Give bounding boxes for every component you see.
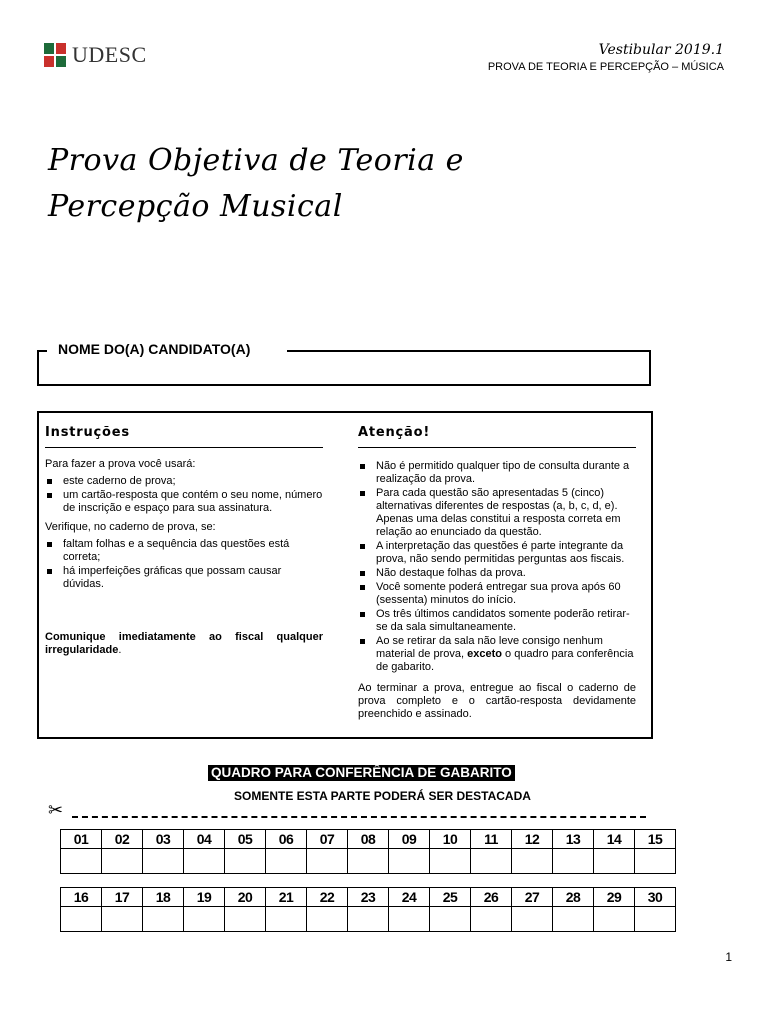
question-number: 08 — [348, 830, 389, 849]
answer-cell[interactable] — [102, 907, 143, 932]
instructions-list-1 — [45, 475, 323, 515]
list-item: Você somente poderá entregar sua prova após 60 (sessenta) minutos do início. — [358, 581, 636, 607]
answer-cell[interactable] — [635, 849, 676, 874]
list-item: um cartão-resposta que contém o seu nome, número de inscrição e espaço para sua assinatura. — [45, 489, 323, 515]
question-number: 26 — [471, 888, 512, 907]
answer-cell[interactable] — [307, 907, 348, 932]
answer-cell[interactable] — [225, 907, 266, 932]
attention-heading: Atenção! — [358, 426, 636, 448]
attention-list — [358, 460, 636, 674]
question-number: 15 — [635, 830, 676, 849]
list-item: Ao se retirar da sala não leve consigo nenhum material de prova, exceto o quadro para conferência de gabarito. — [358, 635, 636, 674]
answer-cell[interactable] — [594, 849, 635, 874]
page-title — [48, 138, 668, 230]
question-number: 29 — [594, 888, 635, 907]
question-number: 14 — [594, 830, 635, 849]
instructions-intro: Para fazer a prova você usará: — [45, 458, 196, 470]
question-number: 03 — [143, 830, 184, 849]
answer-cell[interactable] — [389, 907, 430, 932]
answer-cell[interactable] — [225, 849, 266, 874]
answer-cell[interactable] — [430, 849, 471, 874]
scissors-icon: ✂ — [48, 800, 64, 821]
list-item: há imperfeições gráficas que possam causar dúvidas. — [45, 565, 323, 591]
list-item: Para cada questão são apresentadas 5 (cinco) alternativas diferentes de respostas (a, b, c, d, e). Apenas uma delas constitui a resposta correta em relação ao enunciado da questão. — [358, 487, 636, 539]
question-number: 05 — [225, 830, 266, 849]
answer-cell[interactable] — [184, 907, 225, 932]
page-number: 1 — [725, 950, 732, 964]
question-number: 30 — [635, 888, 676, 907]
quadro-title: QUADRO PARA CONFERÊNCIA DE GABARITO — [208, 765, 515, 781]
answer-cell[interactable] — [143, 849, 184, 874]
question-number: 20 — [225, 888, 266, 907]
header-right — [488, 42, 724, 73]
question-number: 22 — [307, 888, 348, 907]
question-number: 13 — [553, 830, 594, 849]
list-item: este caderno de prova; — [45, 475, 323, 488]
answer-cell[interactable] — [266, 849, 307, 874]
question-number: 12 — [512, 830, 553, 849]
question-number: 17 — [102, 888, 143, 907]
question-number: 24 — [389, 888, 430, 907]
list-item: Os três últimos candidatos somente poderão retirar-se da sala simultaneamente. — [358, 608, 636, 634]
answer-row — [61, 907, 676, 932]
answer-cell[interactable] — [61, 907, 102, 932]
answer-cell[interactable] — [184, 849, 225, 874]
answer-cell[interactable] — [471, 849, 512, 874]
question-number-row — [61, 830, 676, 849]
udesc-logo-icon — [44, 43, 66, 67]
list-item: Não é permitido qualquer tipo de consulta durante a realização da prova. — [358, 460, 636, 486]
instructions-heading: Instruções — [45, 426, 323, 448]
answer-cell[interactable] — [512, 907, 553, 932]
question-number: 09 — [389, 830, 430, 849]
page-title-line2: Percepção Musical — [48, 189, 343, 224]
list-item: faltam folhas e a sequência das questões está correta; — [45, 538, 323, 564]
answer-grid-1 — [60, 829, 676, 874]
question-number: 01 — [61, 830, 102, 849]
list-item: Não destaque folhas da prova. — [358, 567, 636, 580]
answer-cell[interactable] — [553, 907, 594, 932]
question-number: 04 — [184, 830, 225, 849]
instructions-column — [45, 426, 323, 657]
question-number: 07 — [307, 830, 348, 849]
answer-cell[interactable] — [102, 849, 143, 874]
exam-title: Vestibular 2019.1 — [598, 42, 724, 58]
answer-cell[interactable] — [61, 849, 102, 874]
udesc-logo — [44, 42, 147, 68]
instructions-list-2 — [45, 538, 323, 591]
question-number: 18 — [143, 888, 184, 907]
page-title-line1: Prova Objetiva de Teoria e — [48, 143, 464, 178]
answer-cell[interactable] — [430, 907, 471, 932]
question-number: 27 — [512, 888, 553, 907]
question-number: 28 — [553, 888, 594, 907]
answer-cell[interactable] — [389, 849, 430, 874]
answer-cell[interactable] — [594, 907, 635, 932]
instructions-verify: Verifique, no caderno de prova, se: — [45, 521, 216, 533]
answer-cell[interactable] — [635, 907, 676, 932]
answer-cell[interactable] — [143, 907, 184, 932]
answer-cell[interactable] — [553, 849, 594, 874]
question-number: 23 — [348, 888, 389, 907]
answer-cell[interactable] — [348, 849, 389, 874]
question-number: 02 — [102, 830, 143, 849]
question-number-row — [61, 888, 676, 907]
attention-column — [358, 426, 636, 721]
answer-cell[interactable] — [266, 907, 307, 932]
communique-text: Comunique imediatamente ao fiscal qualquer irregularidade. — [45, 631, 323, 656]
answer-cell[interactable] — [512, 849, 553, 874]
exam-subtitle: PROVA DE TEORIA E PERCEPÇÃO – MÚSICA — [487, 61, 724, 73]
candidate-name-label: NOME DO(A) CANDIDATO(A) — [58, 341, 251, 357]
list-item: A interpretação das questões é parte integrante da prova, não sendo permitidas perguntas aos fiscais. — [358, 540, 636, 566]
question-number: 25 — [430, 888, 471, 907]
question-number: 19 — [184, 888, 225, 907]
attention-final-text: Ao terminar a prova, entregue ao fiscal o caderno de prova completo e o cartão-resposta devidamente preenchido e assinado. — [358, 682, 636, 720]
question-number: 06 — [266, 830, 307, 849]
answer-cell[interactable] — [307, 849, 348, 874]
quadro-subtitle: SOMENTE ESTA PARTE PODERÁ SER DESTACADA — [234, 789, 531, 803]
answer-row — [61, 849, 676, 874]
logo-text: UDESC — [72, 42, 147, 67]
answer-cell[interactable] — [471, 907, 512, 932]
answer-grid-2 — [60, 887, 676, 932]
question-number: 16 — [61, 888, 102, 907]
question-number: 11 — [471, 830, 512, 849]
cut-line — [72, 816, 646, 818]
question-number: 10 — [430, 830, 471, 849]
question-number: 21 — [266, 888, 307, 907]
answer-cell[interactable] — [348, 907, 389, 932]
